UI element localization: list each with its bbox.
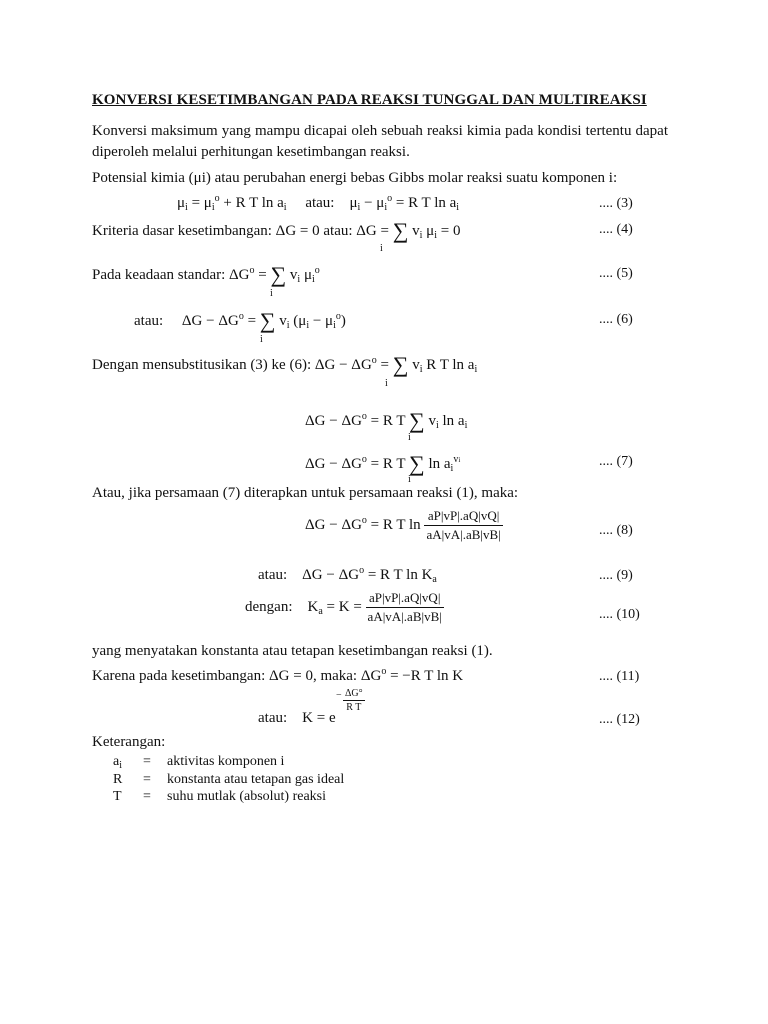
equation-7-number: .... (7) xyxy=(599,454,633,469)
legend-eq: = xyxy=(143,772,151,787)
sum-index-4: i xyxy=(380,243,383,254)
equation-8: $\Delta G - \Delta G^o = R$ T ln $\frac{aP|vP|.aQ|vQ|}{aA|vA|.aB|vB|}$ xyxy=(305,508,501,542)
legend-row: $a_i$ xyxy=(113,754,122,771)
legend-row: R xyxy=(113,772,123,787)
sum-index-5: i xyxy=(270,288,273,299)
equation-5: Pada keadaan standar: $\Delta G^o$ = ∑ $v_i$ $\mu_i^o$ xyxy=(92,262,320,287)
equation-5-number: .... (5) xyxy=(599,266,633,281)
equation-12: atau: K = e xyxy=(258,710,336,726)
legend-desc: suhu mutlak (absolut) reaksi xyxy=(167,789,327,804)
legend-eq: = xyxy=(143,789,151,804)
equation-12-number: .... (12) xyxy=(599,712,640,727)
equation-6-number: .... (6) xyxy=(599,312,633,327)
equation-substitution: Dengan mensubstitusikan (3) ke (6): $\Delta G - \Delta G^o$ = ∑ $v_i$ R T $\ln a_i$ xyxy=(92,352,478,377)
legend-desc: aktivitas komponen i xyxy=(167,754,285,769)
constant-line: yang menyatakan konstanta atau tetapan kesetimbangan reaksi (1). xyxy=(92,643,493,659)
legend-eq: = xyxy=(143,754,151,769)
activity-ratio-8: $\frac{aP|vP|.aQ|vQ|}{aA|vA|.aB|vB|}$ xyxy=(426,508,501,542)
equation-4-number: .... (4) xyxy=(599,222,633,237)
sum-index-subst: i xyxy=(385,378,388,389)
intro-paragraph: Konversi maksimum yang mampu dicapai oleh sebuah reaksi kimia pada kondisi tertentu dapat diperoleh melalui perhitungan kesetimbangan reaksi. xyxy=(92,123,668,160)
sum-index-6: i xyxy=(260,334,263,345)
exponent-minus: − xyxy=(336,690,342,701)
equation-4: Kriteria dasar kesetimbangan: ΔG = 0 atau: ΔG = ∑ $v_i$ $\mu_i = 0$ xyxy=(92,218,461,243)
legend-desc: konstanta atau tetapan gas ideal xyxy=(167,772,345,787)
document-title: KONVERSI KESETIMBANGAN PADA REAKSI TUNGGAL DAN MULTIREAKSI xyxy=(92,92,647,108)
equation-11: Karena pada kesetimbangan: ΔG = 0, maka: $\Delta G^o = -R$ T ln K xyxy=(92,666,464,684)
equation-6: atau: $\Delta G - \Delta G^o$ = ∑ $v_i$ $(\mu_i - \mu_i^o)$ xyxy=(134,308,346,333)
equation-10-number: .... (10) xyxy=(599,607,640,622)
sum-index-mid: i xyxy=(408,432,411,443)
sum-index-7: i xyxy=(408,474,411,485)
equation-intermediate: $\Delta G - \Delta G^o = R$ T ∑ $v_i$ $\ln a_i$ xyxy=(305,408,468,433)
legend-row: T xyxy=(113,789,122,804)
equation-9-number: .... (9) xyxy=(599,568,633,583)
equation-3-number: .... (3) xyxy=(599,196,633,211)
equation-11-number: .... (11) xyxy=(599,669,640,684)
legend-title: Keterangan: xyxy=(92,734,166,750)
exponent-fraction: $\frac{\Delta G^\circ}{\text{R T}}$ xyxy=(345,688,363,713)
equation-3: $\mu_i = \mu_i^o + R$ T $\ln a_i$ atau: $\mu_i - \mu_i^o = R$ T $\ln a_i$ xyxy=(177,193,460,213)
activity-ratio-10: $\frac{aP|vP|.aQ|vQ|}{aA|vA|.aB|vB|}$ xyxy=(367,590,442,624)
apply-line: Atau, jika persamaan (7) diterapkan untuk persamaan reaksi (1), maka: xyxy=(92,485,519,501)
potential-line: Potensial kimia (μi) atau perubahan energi bebas Gibbs molar reaksi suatu komponen i: xyxy=(92,170,618,186)
equation-9: atau: $\Delta G - \Delta G^o = R$ T $\ln K_a$ xyxy=(258,565,437,585)
equation-8-number: .... (8) xyxy=(599,523,633,538)
equation-10: dengan: $K_a = K$ = $\frac{aP|vP|.aQ|vQ|}{aA|vA|.aB|vB|}$ xyxy=(245,590,442,624)
equation-7: $\Delta G - \Delta G^o = R$ T ∑ $\ln a_i^{vi}$ xyxy=(305,451,461,476)
